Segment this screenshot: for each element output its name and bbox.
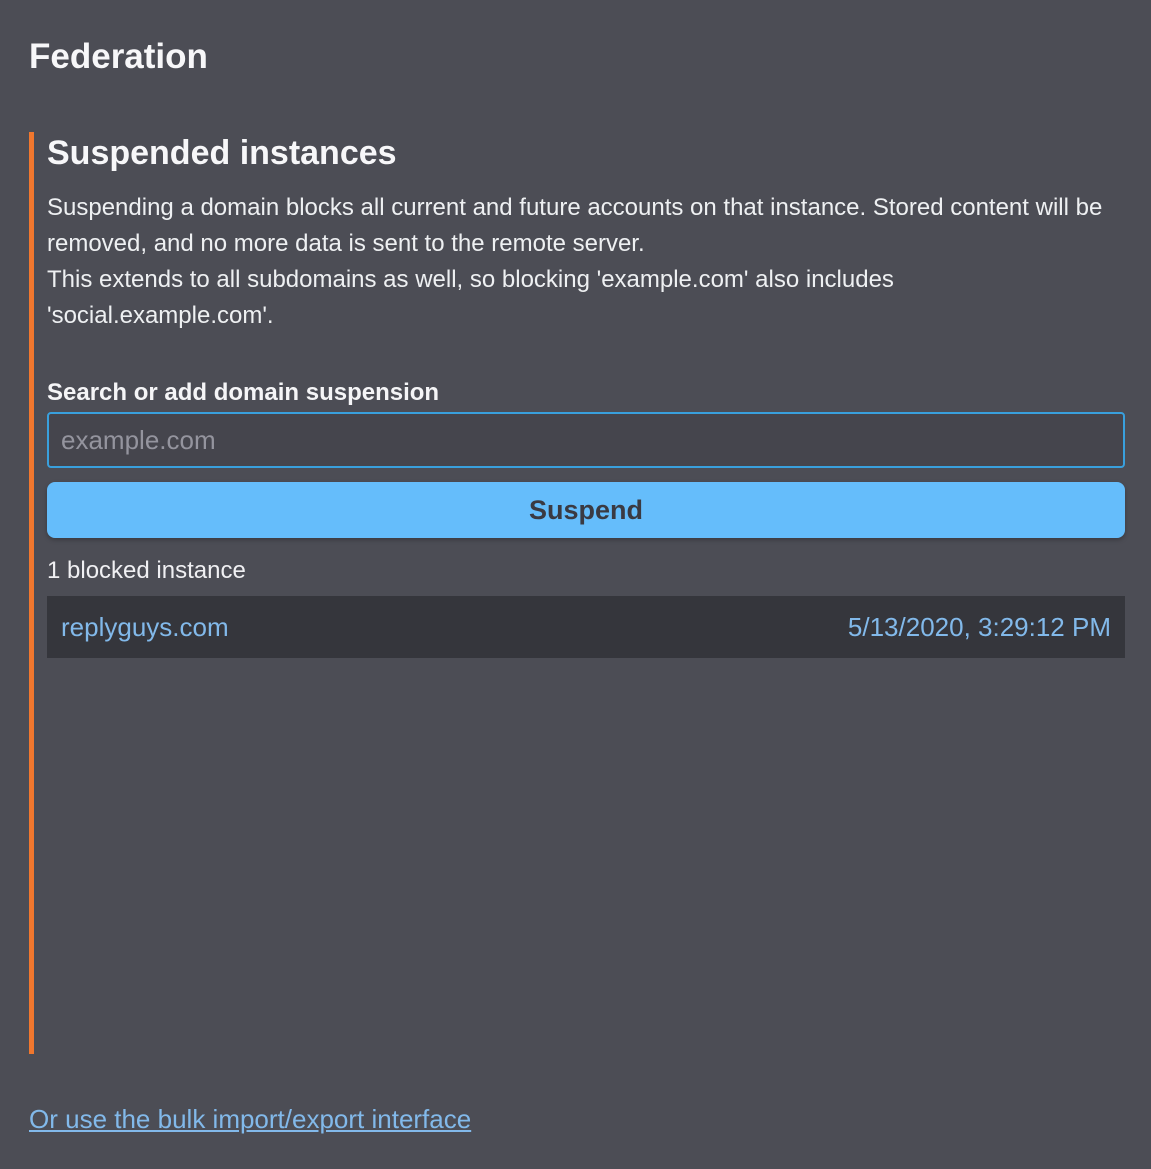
bulk-import-export-link[interactable]: Or use the bulk import/export interface: [29, 1104, 472, 1134]
section-description: [47, 190, 1121, 334]
suspend-button[interactable]: Suspend: [47, 482, 1125, 538]
suspended-instances-section: [29, 132, 1121, 1054]
section-heading: Suspended instances: [47, 134, 397, 172]
domain-suspension-label: Search or add domain suspension: [47, 379, 440, 407]
instance-domain-link[interactable]: replyguys.com: [61, 611, 229, 642]
page-title: Federation: [29, 37, 208, 76]
federation-page: [0, 36, 1151, 1135]
description-line-1: Suspending a domain blocks all current and future accounts on that instance. Stored content will be removed, and no more data is sent to the remote server.: [47, 194, 1103, 258]
instance-suspended-date: 5/13/2020, 3:29:12 PM: [847, 611, 1111, 642]
description-line-2: This extends to all subdomains as well, so blocking 'example.com' also includes 'social.example.com'.: [47, 266, 894, 330]
blocked-instance-count: 1 blocked instance: [47, 557, 246, 585]
domain-search-input[interactable]: [47, 412, 1125, 468]
blocked-instance-row: [47, 596, 1125, 658]
